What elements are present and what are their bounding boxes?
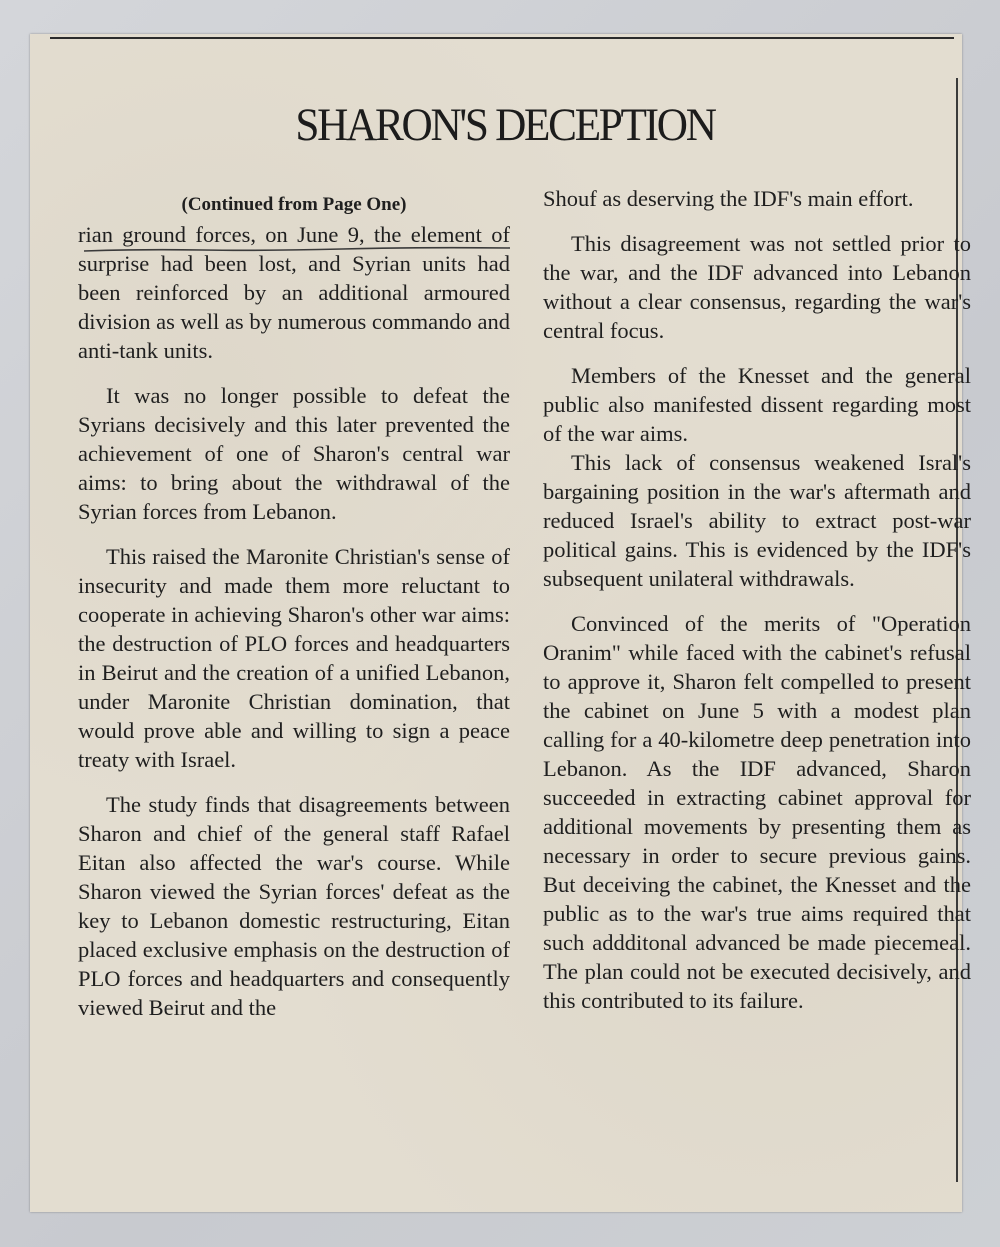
top-rule — [50, 37, 954, 39]
left-paragraph-2: It was no longer possible to defeat the Syrians decisively and this later prevented the achievement of one of Sharon's central war aims: to bring about the withdrawal of the Syrian forces from Lebanon. — [78, 383, 510, 524]
right-paragraph-4: This lack of consensus weakened Isral's bargaining position in the war's aftermath and reduced Israel's ability to extract post-war political gains. This is evidenced by the IDF's subsequent unilateral withdrawals. — [543, 450, 971, 591]
right-column — [543, 184, 971, 1031]
left-paragraph-1: rian ground forces, on June 9, the element of surprise had been lost, and Syrian units had been reinforced by an additional armoured division as well as by numerous commando and anti-tank units. — [78, 222, 510, 363]
left-column — [78, 184, 510, 1038]
newspaper-clipping — [30, 34, 971, 1212]
pen-underline-mark — [82, 243, 512, 253]
left-paragraph-3: This raised the Maronite Christian's sense of insecurity and made them more reluctant to cooperate in achieving Sharon's other war aims: the destruction of PLO forces and headquarters in Beirut and the creation of a unified Lebanon, under Maronite Christian domination, that would prove able and willing to sign a peace treaty with Israel. — [78, 544, 510, 772]
left-paragraph-4: The study finds that disagreements between Sharon and chief of the general staff Rafael Eitan also affected the war's course. While Sharon viewed the Syrian forces' defeat as the key to Lebanon domestic restructuring, Eitan placed exclusive emphasis on the destruction of PLO forces and headquarters and consequently viewed Beirut and the — [78, 792, 510, 1020]
continued-note: (Continued from Page One) — [181, 194, 407, 215]
right-paragraph-3: Members of the Knesset and the general public also manifested dissent regarding most of the war aims. — [543, 363, 971, 446]
right-paragraph-1: Shouf as deserving the IDF's main effort. — [543, 186, 914, 211]
right-paragraph-2: This disagreement was not settled prior to the war, and the IDF advanced into Lebanon without a clear consensus, regarding the war's central focus. — [543, 231, 971, 343]
headline: SHARON'S DECEPTION — [295, 99, 715, 151]
right-paragraph-5: Convinced of the merits of "Operation Oranim" while faced with the cabinet's refusal to approve it, Sharon felt compelled to present the cabinet on June 5 with a modest plan calling for a 40-kilometre deep penetration into Lebanon. As the IDF advanced, Sharon succeeded in extracting cabinet approval for additional movements by presenting them as necessary in order to secure previous gains. But deceiving the cabinet, the Knesset and the public as to the war's true aims required that such addditonal advanced be made piecemeal. The plan could not be executed decisively, and this contributed to its failure. — [543, 611, 971, 1013]
